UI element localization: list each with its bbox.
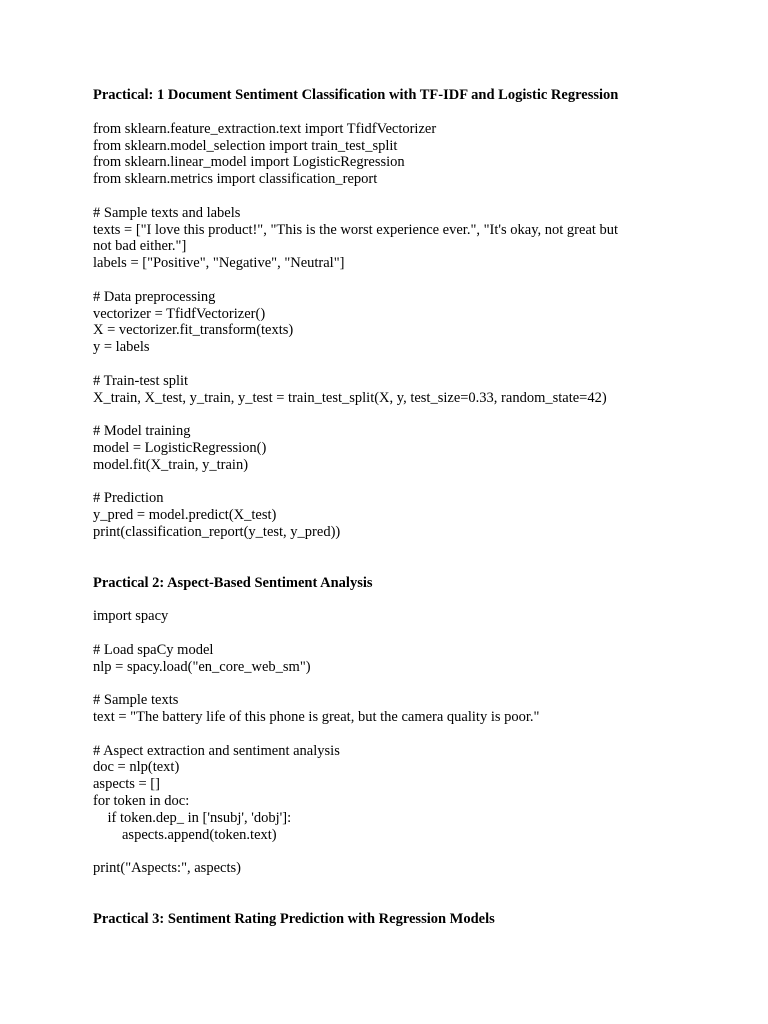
code-line: model.fit(X_train, y_train) xyxy=(93,456,249,473)
code-line: doc = nlp(text) xyxy=(93,759,180,776)
code-comment: # Sample texts xyxy=(93,692,179,709)
code-line: from sklearn.metrics import classification_report xyxy=(93,171,378,188)
code-line: X_train, X_test, y_train, y_test = train_test_split(X, y, test_size=0.33, random_state=42) xyxy=(93,389,607,406)
code-line: vectorizer = TfidfVectorizer() xyxy=(93,305,266,322)
code-line: nlp = spacy.load("en_core_web_sm") xyxy=(93,658,311,675)
code-line: y_pred = model.predict(X_test) xyxy=(93,507,277,524)
code-comment: # Train-test split xyxy=(93,372,189,389)
code-line: y = labels xyxy=(93,339,150,356)
code-block xyxy=(93,289,693,356)
code-line: print("Aspects:", aspects) xyxy=(93,860,241,877)
code-block xyxy=(93,608,693,625)
code-line: texts = ["I love this product!", "This is the worst experience ever.", "It's okay, not great but xyxy=(93,221,619,238)
section-practical-3 xyxy=(93,911,693,928)
section-title: Practical 3: Sentiment Rating Prediction with Regression Models xyxy=(93,910,495,927)
code-comment: # Aspect extraction and sentiment analysis xyxy=(93,742,340,759)
code-block xyxy=(93,743,693,844)
code-block xyxy=(93,692,693,726)
code-line: for token in doc: xyxy=(93,793,190,810)
document-page xyxy=(93,87,693,928)
code-line: if token.dep_ in ['nsubj', 'dobj']: xyxy=(93,809,292,826)
code-line: aspects.append(token.text) xyxy=(93,826,277,843)
code-line: import spacy xyxy=(93,608,169,625)
code-line: labels = ["Positive", "Negative", "Neutral"] xyxy=(93,255,345,272)
code-block xyxy=(93,423,693,473)
code-line: text = "The battery life of this phone is great, but the camera quality is poor." xyxy=(93,709,540,726)
section-title: Practical: 1 Document Sentiment Classification with TF-IDF and Logistic Regression xyxy=(93,87,619,103)
code-block xyxy=(93,490,693,540)
code-line: from sklearn.linear_model import LogisticRegression xyxy=(93,154,405,171)
code-line: aspects = [] xyxy=(93,776,160,793)
code-line: from sklearn.feature_extraction.text import TfidfVectorizer xyxy=(93,120,437,137)
code-block xyxy=(93,205,693,272)
code-line: print(classification_report(y_test, y_pred)) xyxy=(93,523,341,540)
section-practical-2 xyxy=(93,575,693,878)
code-line: from sklearn.model_selection import train_test_split xyxy=(93,137,398,154)
code-block xyxy=(93,860,693,877)
code-line: model = LogisticRegression() xyxy=(93,439,267,456)
code-comment: # Sample texts and labels xyxy=(93,204,241,221)
code-comment: # Prediction xyxy=(93,490,164,507)
section-practical-1 xyxy=(93,87,693,541)
code-comment: # Data preprocessing xyxy=(93,288,216,305)
code-line: X = vectorizer.fit_transform(texts) xyxy=(93,322,294,339)
code-block xyxy=(93,121,693,188)
code-block xyxy=(93,373,693,407)
code-block xyxy=(93,642,693,676)
code-comment: # Load spaCy model xyxy=(93,641,214,658)
code-line: not bad either."] xyxy=(93,238,187,255)
section-title: Practical 2: Aspect-Based Sentiment Analysis xyxy=(93,574,373,591)
code-comment: # Model training xyxy=(93,423,191,440)
